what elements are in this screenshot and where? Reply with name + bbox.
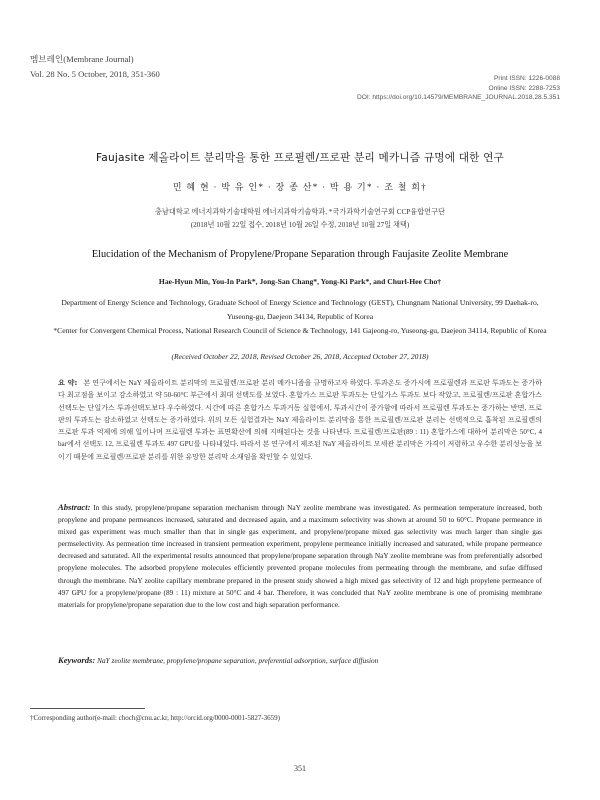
footnote-divider: [30, 708, 145, 709]
affiliation-2: *Center for Convergent Chemical Process, National Research Council of Science & Technology, 141 Gajeong-ro, Yuseong-gu, Daejeon 34114, Republic of Korea: [53, 326, 547, 335]
print-issn: Print ISSN: 1226-0088: [494, 75, 560, 82]
korean-abstract: [58, 377, 542, 463]
korean-title: Faujasite 제올라이트 분리막을 통한 프로필렌/프로판 분리 메카니즘 규명에 대한 연구: [95, 152, 504, 164]
received-dates: (Received October 22, 2018, Revised October 26, 2018, Accepted October 27, 2018): [171, 352, 429, 361]
korean-affiliation: [0, 206, 600, 232]
doi-link[interactable]: DOI: https://doi.org/10.14579/MEMBRANE_JOURNAL.2018.28.5.351: [356, 94, 560, 101]
issn-block: [357, 74, 560, 103]
english-abstract-text: In this study, propylene/propane separation mechanism through NaY zeolite membrane was investigated. As permeation temperature increased, both propylene and propane permeances increased, saturated and decreased again, and a maximum selectivity was shown at around 50 to 60°C. Propane permeance in mixed gas experiment was much smaller than that in single gas experiment, and propylene/propane mixed gas selectivity was much larger than single gas permselectivity. As permeation time increased in transient permeation experiment, propylene permeance initially increased and saturated, while propane permeance decreased and saturated. All the experimental results announced that propylene/propane separation through NaY zeolite membrane was from preferentially adsorbed propylene molecules. The adsorbed propylene molecules efficiently prevented propane molecules from permeating through the membrane, and sufae diffused through the membrane. NaY zeolite capillary membrane prepared in the present study showed a high mixed gas selectivity of 12 and high propylene permeance of 497 GPU for a propylene/propane (89 : 11) mixture at 50°C and 4 bar. Therefore, it was concluded that NaY zeolite membrane is one of promising membrane materials for propylene/propane separation due to the low cost and high separation performance.: [58, 503, 542, 609]
korean-authors: 민 혜 현 · 박 유 인* · 장 종 산* · 박 용 기* · 조 철 희†: [172, 182, 428, 192]
affiliation-1: Department of Energy Science and Technology, Graduate School of Energy Science and Technology (GEST), Chungnam National University, 99 Daehak-ro, Yuseong-gu, Daejeon 34134, Republic of Korea: [61, 298, 539, 321]
english-title: Elucidation of the Mechanism of Propylene/Propane Separation through Faujasite Zeolite Membrane: [91, 249, 509, 260]
korean-abstract-text: 본 연구에서는 NaY 제올라이트 분리막의 프로필렌/프로판 분리 메카니즘을 규명하고자 하였다. 투과온도 증가시에 프로필렌과 프로판 투과도는 증가하다 최고점을 보이고 감소하였고 약 50-60°C 부근에서 최대 선택도를 보였다. 혼합가스 프로판 투과도는 단일가스 투과도 보다 작았고, 프로필렌/프로판 혼합가스 선택도는 단일가스 투과선택도보다 우수하였다. 시간에 따른 혼합가스 투과거동 실험에서, 투과시간이 증가함에 따라서 프로필렌 투과도는 증가하는 반면, 프로판의 투과도는 감소하였고 선택도는 증가하였다. 위의 모든 실험결과는 NaY 제올라이트 분리막을 통한 프로필렌/프로판 분리는 선택적으로 흡착된 프로필렌의 프로판 투과 억제에 의해 일어나며 프로필렌 투과는 표면확산에 의해 지배된다는 것을 나타낸다. 프로필렌/프로판(89 : 11) 혼합가스에 대하여 분리막은 50°C, 4 bar에서 선택도 12, 프로필렌 투과도 497 GPU를 나타내었다. 따라서 본 연구에서 제조된 NaY 제올라이트 모세관 분리막은 가격이 저렴하고 우수한 분리성능을 보이기 때문에 프로필렌/프로판 분리를 위한 유망한 분리막 소재임을 확인할 수 있었다.: [58, 379, 542, 461]
journal-name: 멤브레인(Membrane Journal): [30, 54, 134, 64]
keywords: [58, 655, 542, 665]
journal-header: [30, 52, 160, 82]
korean-dates: (2018년 10월 22일 접수, 2018년 10월 26일 수정, 2018년 10월 27일 채택): [190, 221, 410, 229]
english-affiliation: [50, 296, 550, 338]
journal-issue: Vol. 28 No. 5 October, 2018, 351-360: [30, 69, 160, 79]
online-issn: Online ISSN: 2288-7253: [488, 84, 560, 92]
english-abstract-label: Abstract:: [58, 502, 91, 512]
keywords-text: NaY zeolite membrane, propylene/propane separation, preferential adsorption, surface diffusion: [97, 656, 379, 665]
korean-affiliation-text: 충남대학교 에너지과학기술대학원 에너지과학기술학과, *국가과학기술연구회 CCP융합연구단: [154, 208, 445, 216]
korean-abstract-label: 요 약:: [58, 378, 78, 387]
english-abstract: [58, 501, 542, 611]
english-authors: Hae-Hyun Min, You-In Park*, Jong-San Chang*, Yong-Ki Park*, and Churl-Hee Cho†: [158, 277, 442, 286]
page-number: 351: [294, 764, 306, 773]
corresponding-author-footnote: †Corresponding author(e-mail: choch@cnu.ac.kr, http://orcid.org/0000-0001-5827-3659): [30, 714, 281, 722]
keywords-label: Keywords:: [58, 655, 96, 665]
